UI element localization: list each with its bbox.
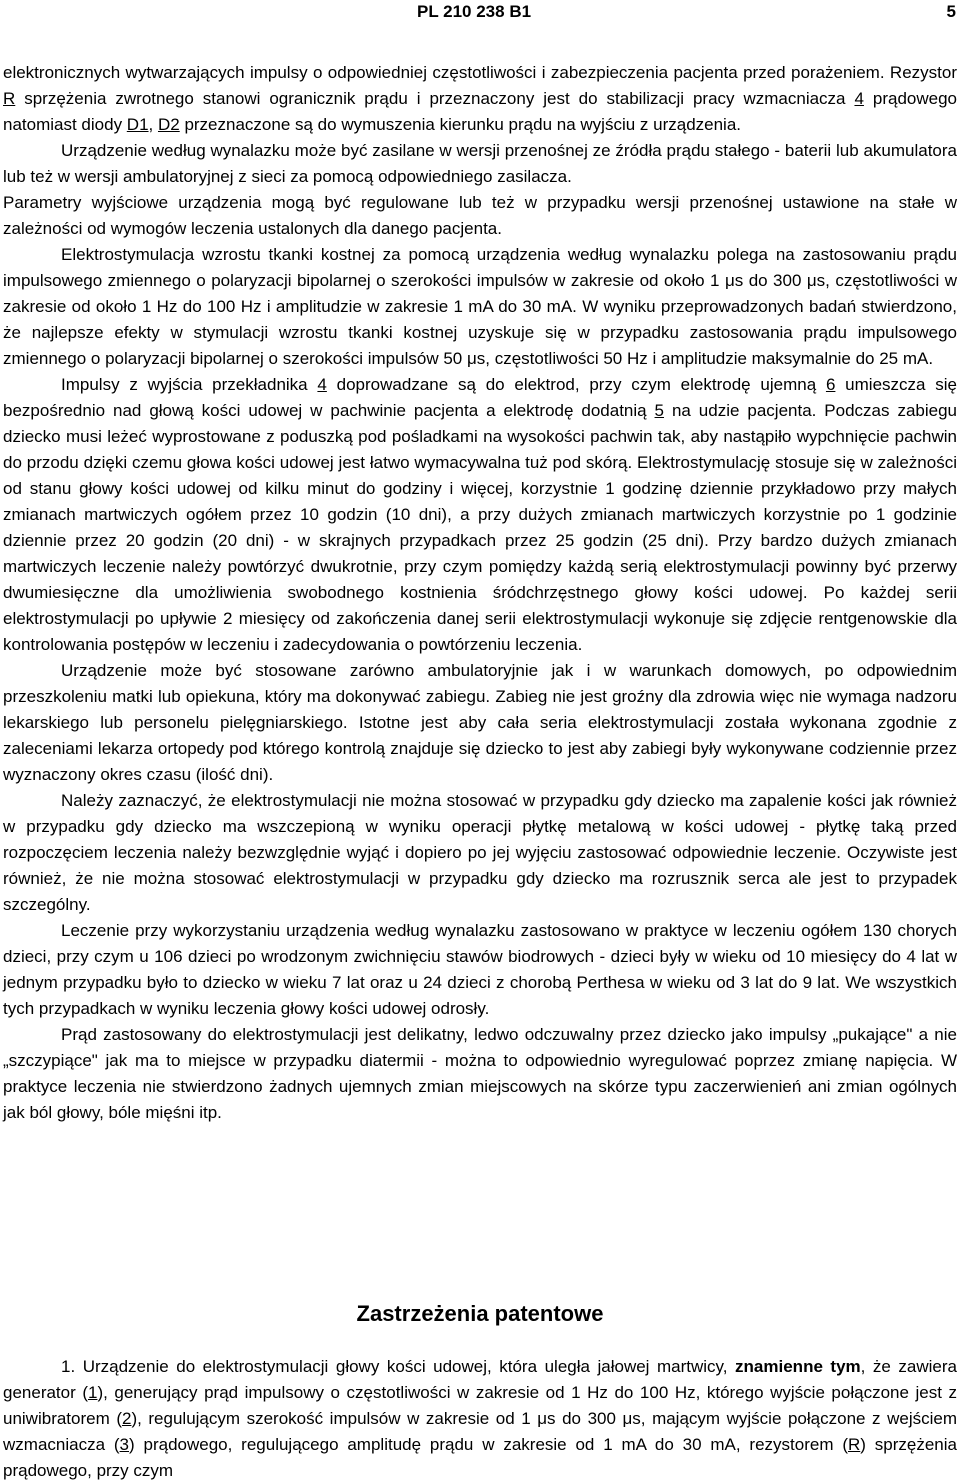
paragraph-6: Urządzenie może być stosowane zarówno ambulatoryjnie jak i w warunkach domowych, po odpowiednim przeszkoleniu matki lub opiekuna, który ma dokonywać zabiegu. Zabieg nie jest groźny dla zdrowia więc nie wymaga nadzoru lekarskiego lub personelu pielęgniarskiego. Istotne jest aby cała seria elektrostymulacji została wykonana zgodnie z zaleceniami lekarza ortopedy pod którego kontrolą znajduje się dziecko to jest aby zabiegi były wykonywane codziennie przez wyznaczony okres czasu (ilość dni). xyxy=(3,661,957,784)
text-run: , xyxy=(148,115,158,134)
paragraph-5 xyxy=(3,372,957,658)
claim-keyword: znamienne tym xyxy=(735,1357,861,1376)
text-run: na udzie pacjenta. Podczas zabiegu dziecko musi leżeć wyprostowane z poduszką pod pośladkami na wysokości pachwin tak, aby nastąpiło wypchnięcie pachwin do przodu dzięki czemu głowa kości udowej jest łatwo wymacywalna tuż pod skórą. Elektrostymulację stosuje się w zależności od stanu głowy kości udowej od kilku minut do godziny i więcej, korzystnie 1 godzinę dziennie przykładowo przy małych zmianach martwiczych ogółem przez 10 godzin (10 dni), a przy dużych zmianach martwiczych korzystnie po 1 godzinie dziennie przez 20 godzin (20 dni) - w skrajnych przypadkach przez 25 godzin (25 dni). Przy bardzo dużych zmianach martwiczych leczenie należy powtórzyć dwukrotnie, przy czym pomiędzy każdą serią elektrostymulacji powinny być przerwy dwumiesięczne dla umożliwienia swobodnego kostnienia śródchrzęstnego głowy kości udowej. Po każdej serii elektrostymulacji po upływie 2 miesięcy od zakończenia danej serii elektrostymulacji wykonuje się zdjęcie rentgenowskie dla kontrolowania postępów w leczeniu i zadecydowania o powtórzeniu leczenia. xyxy=(3,401,957,654)
ref-4: 4 xyxy=(317,375,327,394)
text-run: prądowego natomiast diody xyxy=(3,89,958,134)
text-run: 1. Urządzenie do elektrostymulacji głowy kości udowej, która uległa jałowej martwicy, xyxy=(61,1357,736,1376)
text-run: Impulsy z wyjścia przekładnika xyxy=(61,375,318,394)
paragraph-3: Parametry wyjściowe urządzenia mogą być regulowane lub też w przypadku wersji przenośnej ustawione na stałe w zależności od wymogów leczenia ustalonych dla danego pacjenta. xyxy=(3,193,957,238)
text-run: ) sprzężenia prądowego, przy czym xyxy=(3,1435,957,1480)
patent-id: PL 210 238 B1 xyxy=(417,2,532,21)
ref-D1: D1 xyxy=(126,115,149,134)
ref-1: 1 xyxy=(87,1383,98,1402)
text-run: ), regulującym szerokość impulsów w zakresie od 1 μs do 300 μs, mającym wyjście połączone z wejściem wzmacniacza ( xyxy=(3,1409,957,1454)
text-run: , że zawiera generator ( xyxy=(3,1357,957,1402)
claims-heading: Zastrzeżenia patentowe xyxy=(356,1301,604,1326)
text-run: doprowadzane są do elektrod, przy czym elektrodę ujemną xyxy=(326,375,826,394)
text-run: ) prądowego, regulującego amplitudę prądu w zakresie od 1 mA do 30 mA, rezystorem ( xyxy=(129,1435,848,1454)
paragraph-2: Urządzenie według wynalazku może być zasilane w wersji przenośnej ze źródła prądu stałego - baterii lub akumulatora lub też w wersji ambulatoryjnej z sieci za pomocą odpowiedniego zasilacza. xyxy=(3,141,957,186)
text-run: elektronicznych wytwarzających impulsy o odpowiedniej częstotliwości i zabezpieczenia pacjenta przed porażeniem. Rezystor xyxy=(3,63,957,82)
ref-D2: D2 xyxy=(157,115,180,134)
paragraph-8: Leczenie przy wykorzystaniu urządzenia według wynalazku zastosowano w praktyce w leczeniu ogółem 130 chorych dzieci, przy czym u 106 dzieci po wrodzonym zwichnięciu stawów biodrowych - dzieci były w wieku od 10 miesięcy do 4 lat w jednym przypadku było to dziecko w wieku 7 lat oraz u 24 dzieci z chorobą Perthesa w wieku od 3 lat do 9 lat. We wszystkich tych przypadkach w wyniku leczenia głowy kości udowej odrosły. xyxy=(3,921,957,1018)
text-run: sprzężenia zwrotnego stanowi ogranicznik prądu i przeznaczony jest do stabilizacji pracy wzmacniacza xyxy=(15,89,855,108)
page-number: 5 xyxy=(946,2,956,21)
paragraph-4: Elektrostymulacja wzrostu tkanki kostnej za pomocą urządzenia według wynalazku polega na zastosowaniu prądu impulsowego zmiennego o polaryzacji bipolarnej o szerokości impulsów w zakresie od około 1 μs do 300 μs, częstotliwości w zakresie od około 1 Hz do 100 Hz i amplitudzie w zakresie 1 mA do 30 mA. W wyniku przeprowadzonych badań stwierdzono, że najlepsze efekty w stymulacji wzrostu tkanki kostnej uzyskuje się w przypadku zastosowania prądu impulsowego zmiennego o polaryzacji bipolarnej o szerokości impulsów 50 μs, częstotliwości 50 Hz i amplitudzie maksymalnie do 25 mA. xyxy=(3,245,957,368)
claim-1 xyxy=(3,1354,957,1484)
text-run: przeznaczone są do wymuszenia kierunku prądu na wyjściu z urządzenia. xyxy=(179,115,742,134)
ref-R: R xyxy=(848,1435,861,1454)
page-header xyxy=(0,2,960,24)
text-run: umieszcza się bezpośrednio nad głową kości udowej w pachwinie pacjenta a elektrodę dodatnią xyxy=(3,375,957,420)
text-run: ), generujący prąd impulsowy o częstotliwości w zakresie od 1 Hz do 100 Hz, którego wyjście połączone jest z uniwibratorem ( xyxy=(3,1383,957,1428)
ref-3: 3 xyxy=(119,1435,129,1454)
ref-4: 4 xyxy=(854,89,864,108)
ref-2: 2 xyxy=(121,1409,132,1428)
paragraph-7: Należy zaznaczyć, że elektrostymulacji nie można stosować w przypadku gdy dziecko ma zapalenie kości jak również w przypadku gdy dziecko ma wszczepioną w wyniku operacji płytkę metalową w kości udowej - płytkę taką przed rozpoczęciem leczenia należy bezwzględnie wyjąć i dopiero po jej wyjęciu zastosować odpowiednie leczenie. Oczywiste jest również, że nie można stosować elektrostymulacji w przypadku gdy dziecko ma rozrusznik serca ale jest to przypadek szczególny. xyxy=(3,791,957,914)
claims-body xyxy=(3,1354,957,1484)
ref-6: 6 xyxy=(825,375,836,394)
paragraph-1 xyxy=(3,60,957,138)
ref-5: 5 xyxy=(654,401,665,420)
paragraph-9: Prąd zastosowany do elektrostymulacji jest delikatny, ledwo odczuwalny przez dziecko jako impulsy „pukające" a nie „szczypiące" jak ma to miejsce w przypadku diatermii - można to odpowiednio wyregulować poprzez zmianę napięcia. W praktyce leczenia nie stwierdzono żadnych ujemnych zmian miejscowych na skórze typu zaczerwienień ani zmian ogólnych jak ból głowy, bóle mięśni itp. xyxy=(3,1025,957,1122)
ref-R: R xyxy=(3,89,16,108)
description-body xyxy=(3,60,957,1126)
